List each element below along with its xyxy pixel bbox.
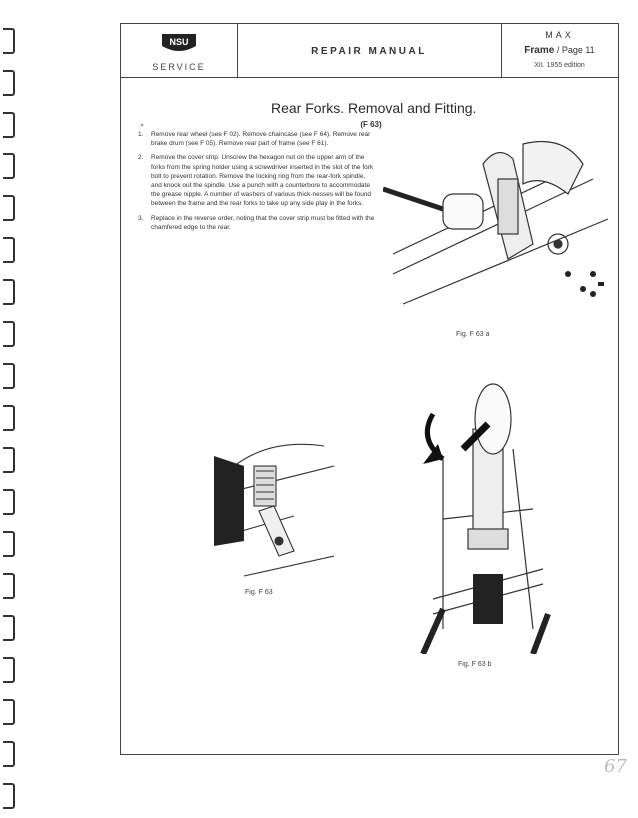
logo-text: NSU	[169, 37, 189, 47]
figure-caption-f63: Fig. F 63	[245, 589, 273, 596]
section-title: Rear Forks. Removal and Fitting.	[271, 100, 477, 116]
step-number: 2.	[138, 154, 144, 162]
figure-caption-f63a: Fig. F 63 a	[456, 331, 490, 338]
step-text: Replace in the reverse order, noting that the cover strip must be fitted with the chamfered edge to the rear.	[151, 214, 375, 231]
page-label: / Page 11	[556, 45, 595, 55]
step-text: Remove rear wheel (see F 02). Remove chaincase (see F 64). Remove rear brake drum (see F 05). Remove rear part of frame (see F 61).	[151, 131, 371, 148]
manual-title: REPAIR MANUAL	[311, 46, 427, 57]
model-name: MAX	[545, 30, 574, 40]
section-page	[501, 45, 618, 56]
step-text: Remove the cover strip. Unscrew the hexagon nut on the upper arm of the forks from the spring holder using a screwdriver inserted in the slot of the fork bolt to prevent rotation. Remove the locking ring from the rear-fork spindle, and knock out the spindle. Use a punch with a counterbore to accommodate the grease nipple. A number of washers of various thick-nesses will be found between the frame and the rear forks to take up any side play in the forks.	[151, 154, 374, 208]
step-number: 1.	[138, 131, 144, 138]
header-info-cell	[501, 24, 618, 77]
figure-f63-illustration	[214, 426, 334, 586]
figure-caption-f63b: Fig. F 63 b	[458, 661, 492, 668]
edition-label: XII. 1955 edition	[534, 62, 585, 69]
margin-mark: »	[140, 122, 144, 129]
figure-f63b-illustration	[403, 369, 553, 654]
section-code: (F 63)	[360, 120, 382, 129]
manual-page	[120, 23, 619, 755]
header-logo-cell	[121, 24, 238, 77]
page-number: 67	[604, 756, 627, 777]
page-header	[121, 24, 618, 78]
header-title-cell	[237, 24, 502, 77]
section-name: Frame	[524, 45, 555, 56]
figure-f63a-illustration	[383, 124, 613, 324]
instruction-list	[138, 130, 376, 237]
service-label: SERVICE	[152, 62, 206, 72]
nsu-logo-icon	[158, 32, 200, 54]
binder-holes	[3, 0, 17, 818]
instruction-step	[138, 214, 376, 232]
step-number: 3.	[138, 214, 144, 222]
instruction-step	[138, 130, 376, 148]
instruction-step	[138, 153, 376, 208]
